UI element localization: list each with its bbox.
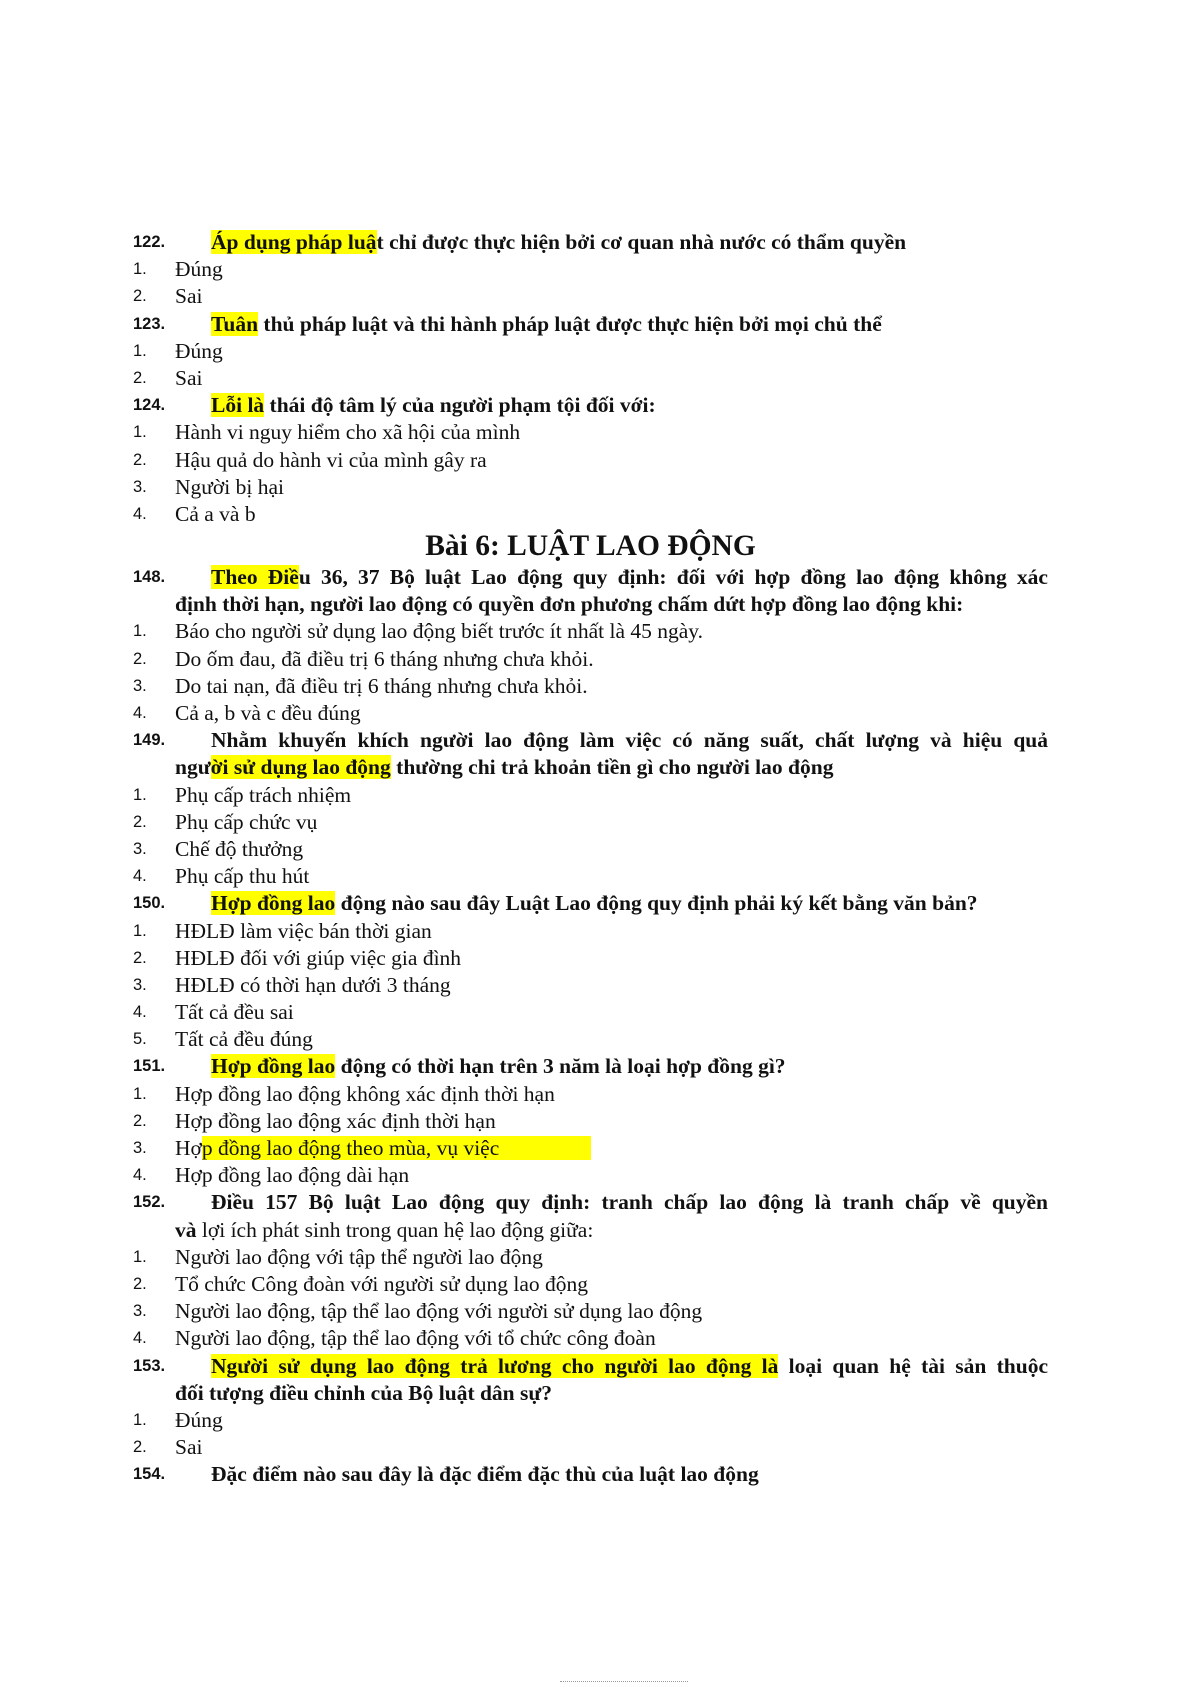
option-item: 3. Người bị hại [133, 474, 285, 499]
option-item: 3. Người lao động, tập thể lao động với người sử dụng lao động [133, 1299, 703, 1324]
highlighted-text: Tuân [211, 311, 259, 336]
option-item: 3. Do tai nạn, đã điều trị 6 tháng nhưng chưa khỏi. [133, 673, 588, 698]
question-number: 149. [133, 731, 166, 750]
option-item: 2. Phụ cấp chức vụ [133, 809, 318, 834]
question-text: Đặc điểm nào sau đây là đặc điểm đặc thù của luật lao động [211, 1462, 759, 1487]
option-item: 4. Người lao động, tập thể lao động với tổ chức công đoàn [133, 1326, 656, 1351]
document-content [133, 229, 1048, 1488]
option-item: 1. Đúng [133, 338, 223, 363]
option-item: 1. Báo cho người sử dụng lao động biết trước ít nhất là 45 ngày. [133, 619, 704, 644]
highlighted-text: Hợp đồng lao [211, 891, 336, 916]
option-item: 1. Người lao động với tập thể người lao động [133, 1244, 543, 1269]
option-item: 1. Hợp đồng lao động không xác định thời hạn [133, 1081, 555, 1106]
option-item: 1. HĐLĐ làm việc bán thời gian [133, 918, 432, 943]
highlighted-text: Lỗi là [211, 393, 265, 418]
question-text: thủ pháp luật và thi hành pháp luật được thực hiện bởi mọi chủ thể [258, 311, 882, 336]
question-continuation: người sử dụng lao động thường chi trả khoản tiền gì cho người lao động [175, 755, 834, 780]
question-text: thái độ tâm lý của người phạm tội đối với: [264, 393, 656, 418]
question-text: động có thời hạn trên 3 năm là loại hợp đồng gì? [335, 1054, 786, 1079]
question-151 [133, 1053, 1048, 1080]
question-number: 153. [133, 1356, 166, 1375]
highlighted-text: p đồng lao động theo mùa, vụ việc [202, 1136, 591, 1160]
question-number: 150. [133, 894, 166, 913]
question-continuation: đối tượng điều chỉnh của Bộ luật dân sự? [175, 1380, 553, 1405]
option-item: 4. Hợp đồng lao động dài hạn [133, 1163, 410, 1188]
question-text: loại quan hệ tài sản thuộc [778, 1353, 1048, 1378]
question-continuation: định thời hạn, người lao động có quyền đơn phương chấm dứt hợp đồng lao động khi: [175, 592, 964, 617]
question-continuation: và lợi ích phát sinh trong quan hệ lao động giữa: [175, 1217, 594, 1242]
question-number: 124. [133, 396, 166, 415]
option-item: 2. Tổ chức Công đoàn với người sử dụng lao động [133, 1271, 589, 1296]
page-bottom-rule [560, 1681, 688, 1682]
option-item: 3. Hợp đồng lao động theo mùa, vụ việc [133, 1135, 1048, 1162]
question-number: 123. [133, 314, 166, 333]
highlighted-text: Người sử dụng lao động trả lương cho người lao động là [211, 1353, 779, 1378]
question-number: 148. [133, 568, 166, 587]
option-item: 2. Sai [133, 1435, 203, 1460]
option-item: 4. Phụ cấp thu hút [133, 864, 310, 889]
question-122 [133, 229, 1048, 256]
question-text: u 36, 37 Bộ luật Lao động quy định: đối với hợp đồng lao động không xác [298, 565, 1048, 590]
option-item: 2. Do ốm đau, đã điều trị 6 tháng nhưng chưa khỏi. [133, 646, 594, 671]
highlighted-text: ời sử dụng lao động [210, 755, 391, 780]
highlighted-text: Theo Điề [211, 565, 299, 590]
option-item: 3. Chế độ thưởng [133, 836, 304, 861]
option-item: 4. Cả a và b [133, 501, 256, 526]
question-150 [133, 890, 1048, 917]
option-item: 4. Tất cả đều sai [133, 1000, 294, 1025]
option-item: 2. HĐLĐ đối với giúp việc gia đình [133, 945, 462, 970]
question-number: 152. [133, 1193, 166, 1212]
option-item: 4. Cả a, b và c đều đúng [133, 701, 361, 725]
option-item: 5. Tất cả đều đúng [133, 1027, 313, 1052]
question-148 [133, 564, 1048, 591]
option-item: 2. Sai [133, 365, 203, 390]
question-124 [133, 392, 1048, 419]
question-152 [133, 1189, 1048, 1216]
question-number: 122. [133, 233, 166, 251]
option-item: 1. Đúng [133, 257, 223, 282]
highlighted-text: Áp dụng pháp luậ [211, 230, 377, 254]
question-154 [133, 1461, 1048, 1488]
option-item: 3. HĐLĐ có thời hạn dưới 3 tháng [133, 972, 451, 997]
question-text: động nào sau đây Luật Lao động quy định phải ký kết bằng văn bản? [335, 891, 978, 916]
question-text: Nhằm khuyến khích người lao động làm việc có năng suất, chất lượng và hiệu quả [211, 728, 1048, 753]
question-153 [133, 1353, 1048, 1380]
option-item: 1. Đúng [133, 1407, 223, 1432]
option-item: 2. Hợp đồng lao động xác định thời hạn [133, 1108, 496, 1133]
option-item: 2. Sai [133, 284, 203, 309]
question-number: 154. [133, 1465, 166, 1484]
question-123 [133, 311, 1048, 338]
question-number: 151. [133, 1057, 166, 1076]
question-149 [133, 727, 1048, 754]
highlighted-text: Hợp đồng lao [211, 1054, 336, 1079]
option-item: 2. Hậu quả do hành vi của mình gây ra [133, 447, 487, 472]
option-item: 1. Hành vi nguy hiểm cho xã hội của mình [133, 420, 521, 445]
question-text: t chỉ được thực hiện bởi cơ quan nhà nước có thẩm quyền [376, 230, 907, 254]
option-item: 1. Phụ cấp trách nhiệm [133, 782, 352, 807]
section-title: Bài 6: LUẬT LAO ĐỘNG [425, 530, 756, 563]
question-text: Điều 157 Bộ luật Lao động quy định: tranh chấp lao động là tranh chấp về quyền [211, 1190, 1048, 1215]
